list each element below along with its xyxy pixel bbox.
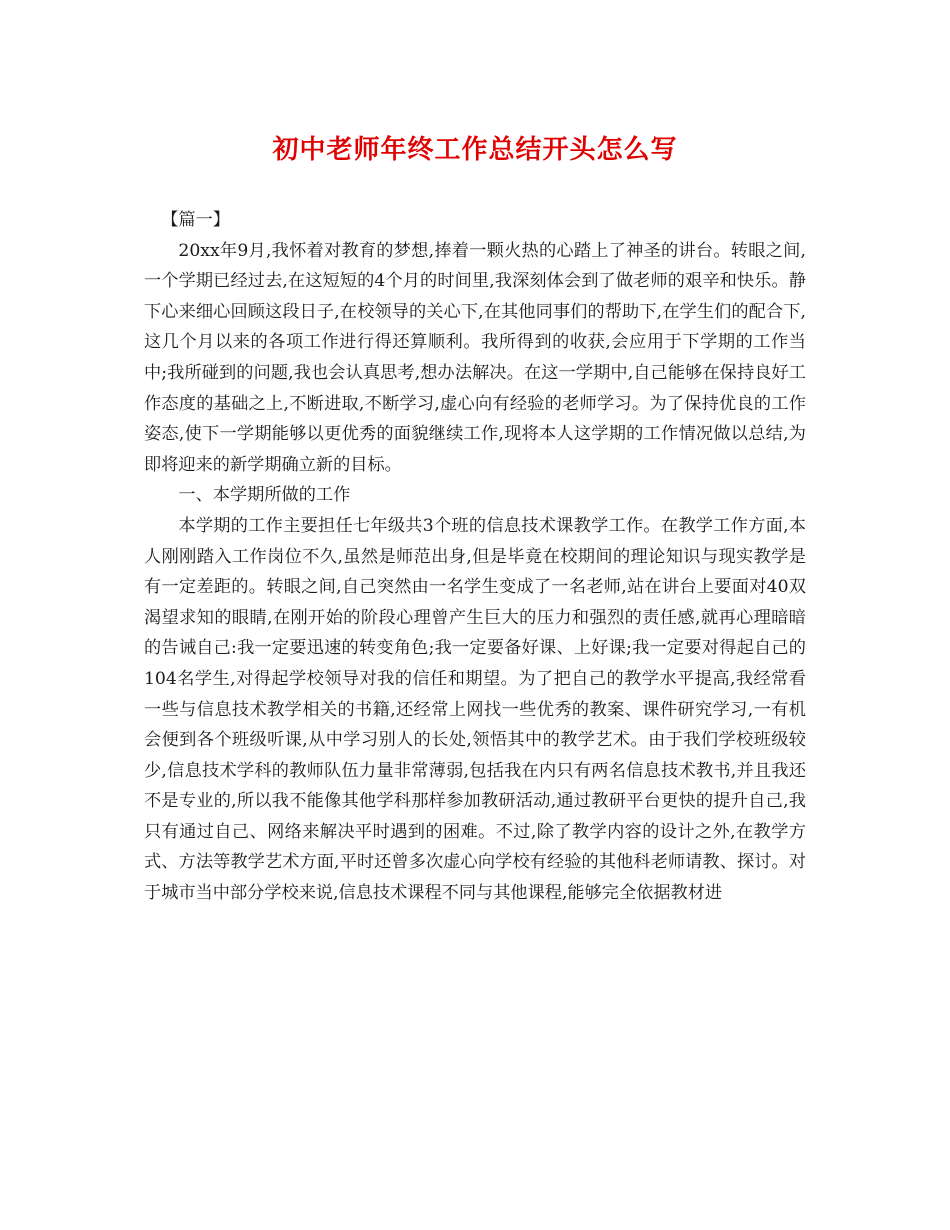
document-title: 初中老师年终工作总结开头怎么写 [272,135,678,165]
paragraph: 20xx年9月,我怀着对教育的梦想,捧着一颗火热的心踏上了神圣的讲台。转眼之间,一个学期已经过去,在这短短的4个月的时间里,我深刻体会到了做老师的艰辛和快乐。静下心来细心回顾这段日子,在校领导的关心下,在其他同事们的帮助下,在学生们的配合下,这几个月以来的各项工作进行得还算顺利。我所得到的收获,会应用于下学期的工作当中;我所碰到的问题,我也会认真思考,想办法解决。在这一学期中,自己能够在保持良好工作态度的基础之上,不断进取,不断学习,虚心向有经验的老师学习。为了保持优良的工作姿态,使下一学期能够以更优秀的面貌继续工作,现将本人这学期的工作情况做以总结,为即将迎来的新学期确立新的目标。 [144,240,806,475]
document-body [144,205,806,909]
section-marker: 【篇一】 [161,210,230,230]
paragraph: 本学期的工作主要担任七年级共3个班的信息技术课教学工作。在教学工作方面,本人刚刚踏入工作岗位不久,虽然是师范出身,但是毕竟在校期间的理论知识与现实教学是有一定差距的。转眼之间,自己突然由一名学生变成了一名老师,站在讲台上要面对40双渴望求知的眼睛,在刚开始的阶段心理曾产生巨大的压力和强烈的责任感,就再心理暗暗的告诫自己:我一定要迅速的转变角色;我一定要备好课、上好课;我一定要对得起自己的104名学生,对得起学校领导对我的信任和期望。为了把自己的教学水平提高,我经常看一些与信息技术教学相关的书籍,还经常上网找一些优秀的教案、课件研究学习,一有机会便到各个班级听课,从中学习别人的长处,领悟其中的教学艺术。由于我们学校班级较少,信息技术学科的教师队伍力量非常薄弱,包括我在内只有两名信息技术教书,并且我还不是专业的,所以我不能像其他学科那样参加教研活动,通过教研平台更快的提升自己,我只有通过自己、网络来解决平时遇到的困难。不过,除了教学内容的设计之外,在教学方式、方法等教学艺术方面,平时还曾多次虚心向学校有经验的其他科老师请教、探讨。对于城市当中部分学校来说,信息技术课程不同与其他课程,能够完全依据教材进 [144,515,806,904]
section-heading: 一、本学期所做的工作 [178,485,351,506]
